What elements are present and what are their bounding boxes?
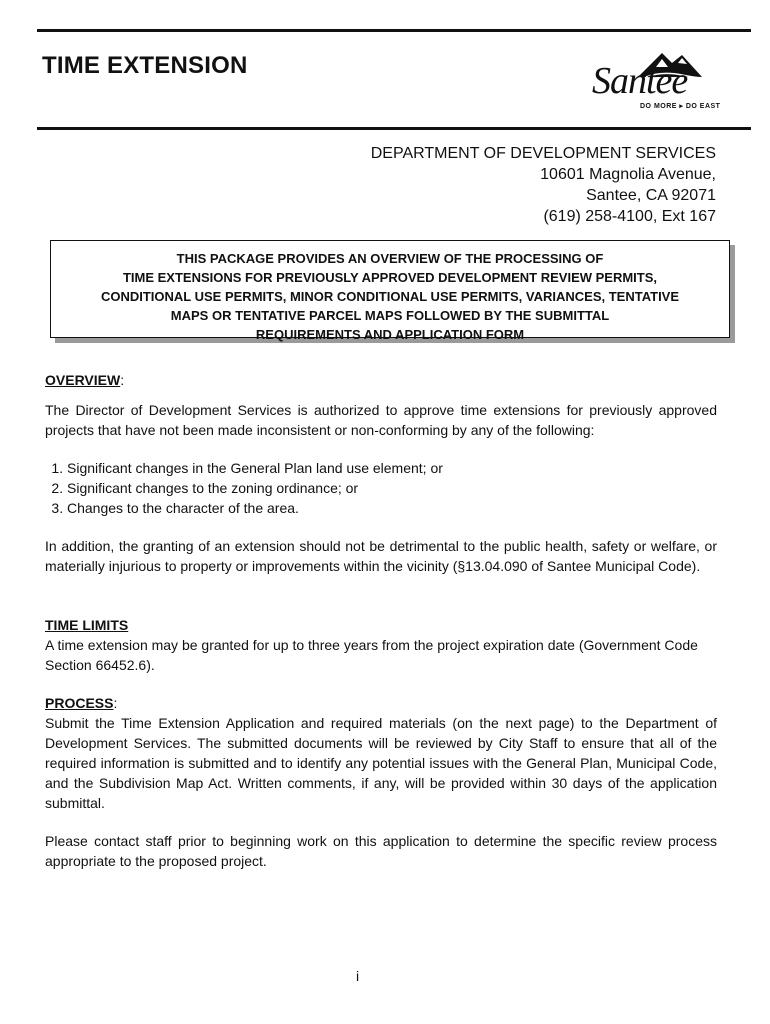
- logo-tagline: DO MORE ▸ DO EAST: [640, 103, 721, 110]
- notice-line: THIS PACKAGE PROVIDES AN OVERVIEW OF THE PROCESSING OF: [176, 251, 604, 266]
- overview-heading-row: OVERVIEW:: [45, 372, 125, 388]
- list-item: 1. Significant changes in the General Plan land use element; or: [67, 458, 717, 478]
- santee-logo: [590, 47, 735, 119]
- page-number: i: [356, 968, 360, 984]
- notice-line: CONDITIONAL USE PERMITS, MINOR CONDITIONAL USE PERMITS, VARIANCES, TENTATIVE: [100, 289, 680, 304]
- time-limits-section: [45, 615, 717, 675]
- time-limits-heading: TIME LIMITS: [45, 617, 129, 633]
- logo-wordmark: Santee: [592, 60, 688, 102]
- department-name: DEPARTMENT OF DEVELOPMENT SERVICES: [370, 145, 716, 162]
- notice-line: TIME EXTENSIONS FOR PREVIOUSLY APPROVED DEVELOPMENT REVIEW PERMITS,: [122, 270, 658, 285]
- list-item: 3. Changes to the character of the area.: [67, 498, 717, 518]
- time-limits-text: A time extension may be granted for up to three years from the project expiration date (Government Code Section 66452.6).: [45, 637, 698, 673]
- process-section: [45, 693, 717, 871]
- city-state-zip: Santee, CA 92071: [586, 187, 716, 204]
- header-bottom-rule: [37, 127, 751, 130]
- document-title: TIME EXTENSION: [42, 52, 248, 79]
- department-address: [371, 143, 716, 227]
- overview-heading: OVERVIEW: [45, 372, 121, 388]
- notice-line: REQUIREMENTS AND APPLICATION FORM: [255, 327, 525, 342]
- process-heading: PROCESS: [45, 695, 114, 711]
- phone-number: (619) 258-4100, Ext 167: [543, 208, 716, 225]
- header-top-rule: [37, 29, 751, 32]
- process-heading-row: PROCESS:: [45, 695, 118, 711]
- package-notice-box: [50, 240, 730, 342]
- list-item: 2. Significant changes to the zoning ordinance; or: [67, 478, 717, 498]
- overview-intro: The Director of Development Services is authorized to approve time extensions for previously approved projects that have not been made inconsistent or non-conforming by any of the following:: [45, 402, 717, 438]
- notice-line: MAPS OR TENTATIVE PARCEL MAPS FOLLOWED BY THE SUBMITTAL: [170, 308, 610, 323]
- overview-list: [45, 458, 717, 518]
- overview-closing: In addition, the granting of an extension should not be detrimental to the public health, safety or welfare, or materially injurious to property or improvements within the vicinity (§13.04.090 of Santee Municipal Code).: [45, 538, 717, 574]
- overview-section: [45, 370, 717, 576]
- process-contact: Please contact staff prior to beginning work on this application to determine the specific review process appropriate to the proposed project.: [45, 833, 717, 869]
- process-text: Submit the Time Extension Application and required materials (on the next page) to the Department of Development Services. The submitted documents will be reviewed by City Staff to ensure that all of the required information is submitted and to identify any potential issues with the General Plan, Municipal Code, and the Subdivision Map Act. Written comments, if any, will be provided within 30 days of the application submittal.: [45, 715, 717, 811]
- street-address: 10601 Magnolia Avenue,: [540, 166, 716, 183]
